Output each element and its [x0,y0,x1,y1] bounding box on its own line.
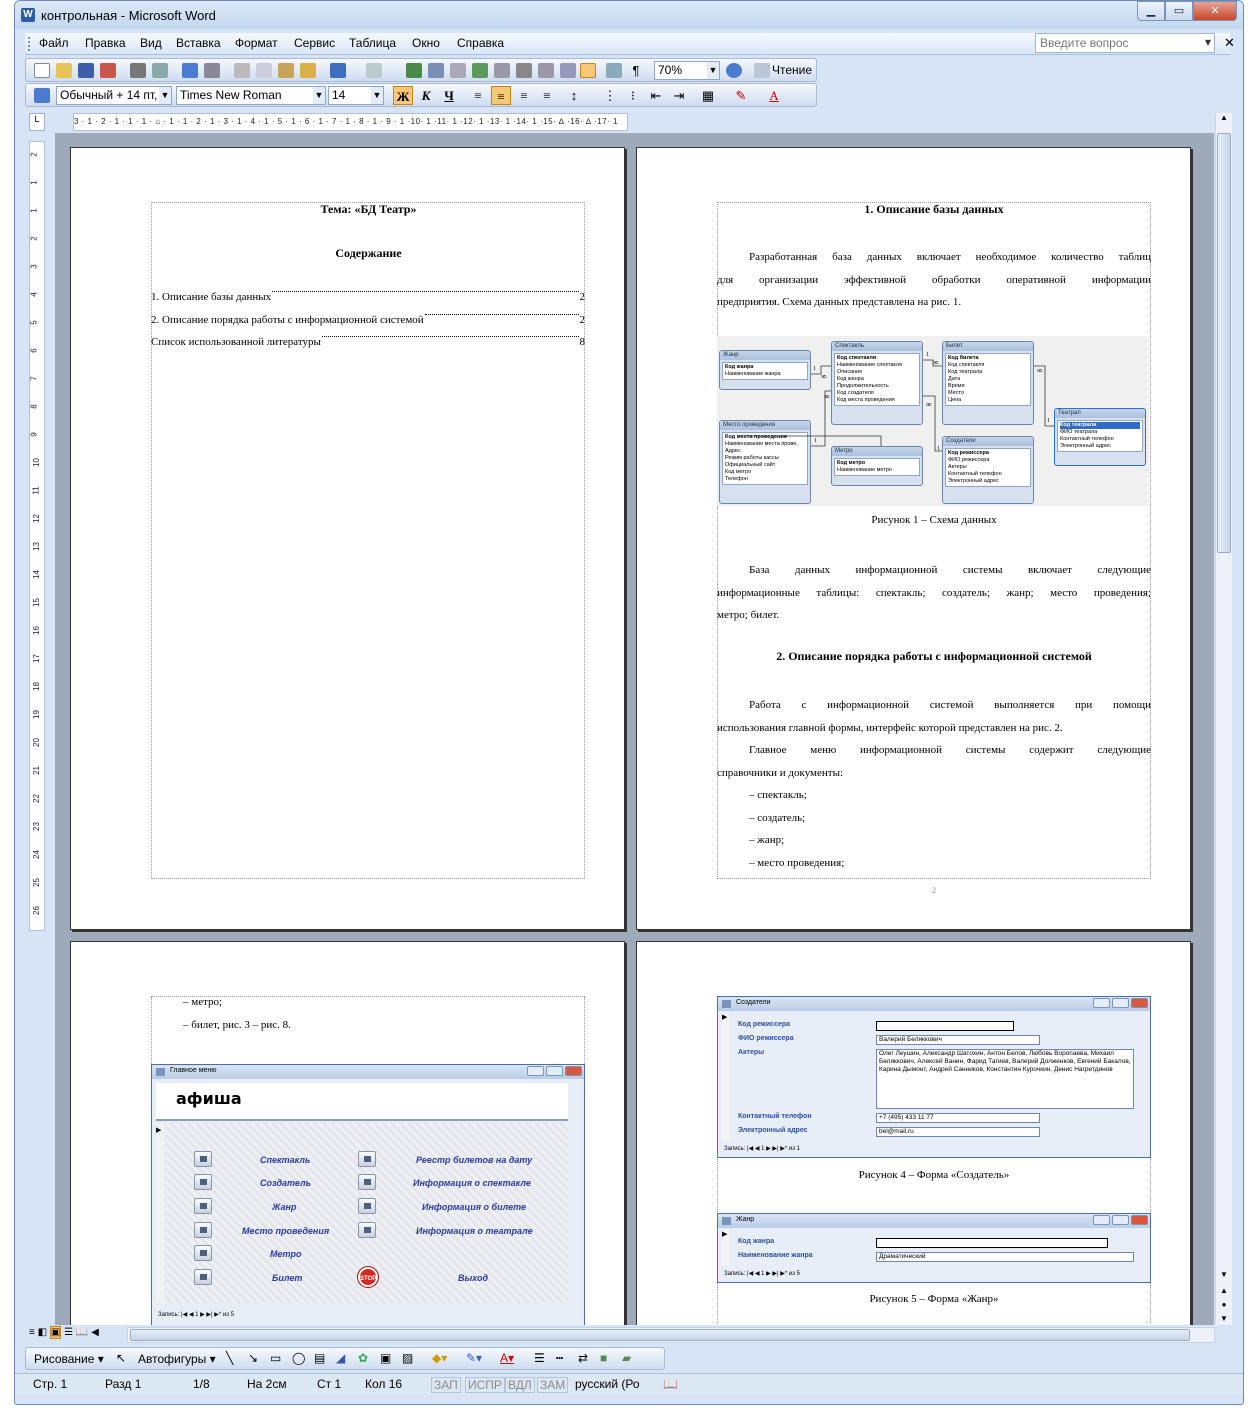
select-objects-icon[interactable]: ↖ [116,1351,127,1365]
menu-insert[interactable]: Вставка [176,36,221,50]
record-navigator[interactable]: Запись: |◀ ◀ 1 ▶ ▶| ▶* из 5 [724,1271,800,1277]
outline-view-icon[interactable]: ☰ [64,1327,74,1338]
help-icon[interactable] [726,63,742,78]
arrow-icon[interactable]: ↘ [248,1351,259,1365]
columns-icon[interactable] [516,63,532,78]
copy-icon[interactable] [256,63,272,78]
open-icon[interactable] [56,63,72,78]
italic-button[interactable]: К [421,88,431,103]
table-metro[interactable]: Метро Код метро Наименование метро [831,446,923,486]
status-language[interactable]: русский (Ро [575,1377,640,1391]
shadow-icon[interactable]: ■ [600,1351,608,1365]
ruler-tick: 11 [31,486,41,495]
ruler-tick: 9 [29,432,39,437]
director-name-label: ФИО режиссера [738,1035,794,1042]
scroll-down-icon[interactable]: ▼ [1220,1270,1228,1279]
email-label: Электронный адрес [738,1127,808,1134]
standard-toolbar [25,58,817,82]
record-selector[interactable]: ▶ [722,1230,730,1266]
window-title: контрольная - Microsoft Word [41,8,216,23]
ruler-tick: 3 [29,264,39,269]
insert-table-icon[interactable] [450,63,466,78]
ruler-tick: 23 [31,822,41,831]
cut-icon[interactable] [234,63,250,78]
page-3 [70,941,625,1325]
read-button[interactable]: Чтение [772,63,813,77]
status-extend[interactable]: ВДЛ [505,1377,535,1393]
ruler-tick: 7 [29,376,39,381]
ruler-tick: 12 [31,514,41,523]
bullets-icon[interactable]: ⁝ [630,88,636,103]
show-info-button-icon[interactable] [358,1174,376,1190]
toc-page: 2 [579,313,585,326]
menu-exit[interactable]: Выход [458,1273,489,1283]
section-heading-2: 2. Описание порядка работы с информационной системой [776,649,1092,663]
page-1 [70,147,625,930]
toc-text: 2. Описание порядка работы с информационной системой [151,313,424,326]
web-view-icon[interactable]: ◧ [37,1327,48,1338]
menu-view[interactable]: Вид [140,36,162,50]
next-page-icon[interactable]: ▼ [1220,1314,1228,1323]
ruler-tick: 18 [31,682,41,691]
show-formatting-icon[interactable]: ¶ [632,63,640,78]
record-navigator[interactable]: Запись: |◀ ◀ 1 ▶ ▶| ▶* из 1 [724,1146,800,1152]
table-place[interactable]: Место проведения Код места проведения Наименование места прове, Адрес Режим работы кассы Официальный сайт Код метро Телефон [719,420,811,504]
save-icon[interactable] [78,63,94,78]
undo-icon[interactable] [330,63,346,78]
formula2-icon[interactable] [538,63,554,78]
main-menu-form [151,1064,585,1325]
page-number-footer: 2 [932,886,936,895]
genre-name-label: Наименование жанра [738,1252,813,1259]
rel-many: ∞ [824,392,830,401]
rel-one: 1 [814,438,817,444]
textbox-icon[interactable]: ▤ [314,1351,326,1365]
numbering-icon[interactable]: ⋮ [603,88,617,103]
toc-page: 2 [579,291,585,303]
map-icon[interactable] [606,63,622,78]
genre-code-field[interactable] [876,1238,1108,1248]
new-icon[interactable] [34,63,50,78]
creators-form [717,996,1151,1158]
table-ticket[interactable]: Билет Код билета Код спектакля Код театрала Дата Время Место Цена [942,341,1034,425]
ruler-tick: 17 [31,654,41,663]
drawing-toolbar [25,1347,665,1370]
figure-4-caption: Рисунок 4 – Форма «Создатель» [858,1169,1010,1181]
font-color-draw-icon[interactable]: A▾ [500,1351,515,1365]
close-button[interactable]: ✕ [1193,1,1237,21]
spelling-icon[interactable] [182,63,198,78]
ruler-tick: 24 [31,850,41,859]
status-bar [15,1373,1244,1395]
record-selector[interactable]: ▶ [156,1123,164,1303]
print-icon[interactable] [130,63,146,78]
read-icon[interactable] [754,63,770,78]
line-style-icon[interactable]: ☰ [534,1351,545,1365]
hyperlink-icon[interactable] [406,63,422,78]
show-button-icon[interactable] [194,1151,212,1167]
format-painter-icon[interactable] [300,63,316,78]
status-column: Кол 16 [365,1377,403,1391]
afisha-logo: афиша [176,1089,242,1108]
align-right-icon[interactable]: ≡ [520,88,528,103]
genre-name-field[interactable]: Драматический [876,1252,1134,1262]
page-4 [636,941,1191,1325]
style-select[interactable]: Обычный + 14 пт, ▼ [56,86,172,105]
minimize-button[interactable]: ▁ [1137,1,1165,21]
menu-genre[interactable]: Жанр [272,1202,297,1212]
3d-icon[interactable]: ▰ [622,1351,632,1365]
zoom-select[interactable]: 70% ▼ [654,61,720,80]
section-heading-1: 1. Описание базы данных [864,202,1004,216]
ruler-tick: 13 [31,542,41,551]
diagram-icon[interactable]: ✿ [358,1351,369,1365]
justify-icon[interactable]: ≡ [543,88,551,103]
rel-one: 1 [937,446,940,452]
ruler-tick: 15 [31,598,41,607]
stop-icon[interactable]: STOP [358,1267,378,1287]
maximize-button[interactable]: ▭ [1165,1,1193,21]
font-select[interactable]: Times New Roman ▼ [176,86,326,105]
menu-format[interactable]: Формат [235,36,278,50]
schema-diagram [717,336,1149,506]
bold-button[interactable]: Ж [393,86,413,105]
creators-form-titlebar: Создатели [718,997,1150,1011]
view-buttons [29,1327,99,1338]
line-spacing-icon[interactable]: ↕ [570,88,578,103]
oval-icon[interactable]: ◯ [292,1351,306,1365]
paragraph-2: База данных информационной системы включает следующие информационные таблицы: спектакль; создатель; жанр; место проведения; метро; билет. [717,564,1151,621]
director-code-field[interactable] [876,1021,1014,1031]
genre-form [717,1213,1151,1283]
creator-button-icon[interactable] [194,1174,212,1190]
clipart-icon[interactable]: ▣ [380,1351,392,1365]
menu-registry[interactable]: Реестр билетов на дату [416,1155,533,1165]
table-of-contents [151,291,585,359]
ruler-tick: 26 [31,906,41,915]
phone-field[interactable]: +7 (495) 433 11 77 [876,1113,1040,1123]
ticket-info-button-icon[interactable] [358,1198,376,1214]
figure-1-caption: Рисунок 1 – Схема данных [871,514,997,526]
fill-color-icon[interactable]: ◆▾ [432,1351,448,1365]
toc-entry[interactable] [151,314,585,337]
word-window [14,0,1244,1405]
ruler-tick: 10 [31,458,41,467]
rel-many: ∞ [1037,366,1043,375]
menu-ticket[interactable]: Билет [272,1273,303,1283]
tab-stop-selector[interactable]: L [29,113,45,131]
menu-ticket-info[interactable]: Информация о билете [422,1202,526,1212]
genre-button-icon[interactable] [194,1198,212,1214]
rel-one: 1 [926,352,929,358]
formula-icon[interactable] [494,63,510,78]
preview-icon[interactable] [152,63,168,78]
toc-entry[interactable] [151,291,585,314]
spelling-status-icon[interactable]: 📖 [663,1377,678,1391]
tables-borders-icon[interactable] [428,63,444,78]
ruler-tick: 20 [31,738,41,747]
menu-table[interactable]: Таблица [349,36,397,50]
horizontal-scrollbar[interactable] [127,1327,1215,1343]
formatting-toolbar [25,83,817,107]
paste-icon[interactable] [278,63,294,78]
increase-indent-icon[interactable]: ⇥ [673,88,685,103]
menu-file[interactable]: Файл [39,36,69,50]
horizontal-scroll-thumb[interactable] [130,1329,1190,1341]
table-show[interactable]: Спектакль Код спектакля Наименование спектакля Описание Код жанра Продолжительность Код создателя Код места проведения [831,341,923,425]
status-track-changes[interactable]: ИСПР [465,1377,505,1393]
ruler-tick: 4 [29,292,39,297]
menu-window[interactable]: Окно [412,36,440,50]
table-genre[interactable]: Жанр Код жанра Наименование жанра [719,350,811,390]
status-record-macro[interactable]: ЗАП [431,1377,461,1393]
rel-many: ∞ [926,400,932,409]
ruler-tick: 6 [29,348,39,353]
list-item: – метро; [183,996,223,1008]
ruler-tick: 1 [29,180,39,185]
redo-icon[interactable] [366,63,382,78]
insert-excel-icon[interactable] [472,63,488,78]
scroll-up-icon[interactable]: ▲ [1220,113,1228,122]
horizontal-ruler[interactable]: 3 · 1 · 2 · 1 · 1 · 1 · ⌂ · 1 · 1 · 2 · 1 · 3 · 1 · 4 · 1 · 5 · 1 · 6 · 1 · 7 · 1 · 8 · 1 · 9 · 1 ·10· 1 ·11· 1 ·12· 1 ·13· 1 ·14· 1 ·15· ∆ ·16· ∆ ·17· 1 [73,113,628,131]
prev-page-icon[interactable]: ▲ [1220,1286,1228,1295]
rel-one: 1 [813,366,816,372]
align-left-icon[interactable]: ≡ [474,88,482,103]
director-code-label: Код режиссера [738,1021,791,1028]
page1-contents-title: Содержание [335,246,402,260]
menu-place[interactable]: Место проведения [242,1226,330,1236]
vertical-scrollbar[interactable] [1215,113,1232,1325]
paragraph-3: Работа с информационной системой выполняется при помощи использования главной формы, интерфейс которой представлен на рис. 2. Главное меню информационной системы содержит следующие справочники и документы: – спектакль; – создатель; – жанр; – место проведения; [717,699,1151,869]
status-pages: 1/8 [193,1377,210,1391]
menu-creator[interactable]: Создатель [260,1178,311,1188]
table-creators[interactable]: Создатели Код режиссера ФИО режиссера Актеры Контактный телефон Электронный адрес [942,436,1034,504]
reading-view-icon[interactable]: 📖 [75,1327,89,1338]
list-item: – билет, рис. 3 – рис. 8. [183,1019,291,1031]
vertical-ruler[interactable] [29,141,45,931]
ruler-tick: 25 [31,878,41,887]
place-button-icon[interactable] [194,1222,212,1238]
browse-object-icon[interactable]: ● [1221,1300,1227,1309]
status-page[interactable]: Стр. 1 [33,1377,68,1391]
ruler-tick: 2 [29,236,39,241]
research-icon[interactable] [204,63,220,78]
genre-code-label: Код жанра [738,1238,775,1245]
close-doc-icon[interactable]: ✕ [1224,35,1235,50]
scroll-left-icon[interactable]: ◀ [91,1327,99,1338]
decrease-indent-icon[interactable]: ⇤ [650,88,662,103]
theatergoer-info-button-icon[interactable] [358,1222,376,1238]
drawing-icon[interactable] [560,63,576,78]
menu-help[interactable]: Справка [457,36,505,50]
ruler-tick: 5 [29,320,39,325]
menu-tools[interactable]: Сервис [294,36,336,50]
ticket-button-icon[interactable] [194,1269,212,1285]
page1-theme: Тема: «БД Театр» [320,202,417,216]
document-map-icon[interactable] [580,63,596,78]
rel-one: 1 [1047,418,1050,424]
status-overtype[interactable]: ЗАМ [537,1377,568,1393]
highlight-icon[interactable]: ✎ [735,88,747,103]
ruler-tick: 1 [29,208,39,213]
arrow-style-icon[interactable]: ⇄ [578,1351,589,1365]
ruler-tick: 19 [31,710,41,719]
main-menu-titlebar: Главное меню [152,1065,584,1079]
dash-style-icon[interactable]: ┅ [556,1351,564,1365]
metro-button-icon[interactable] [194,1245,212,1261]
normal-view-icon[interactable]: ≡ [29,1327,35,1338]
menu-show[interactable]: Спектакль [260,1155,311,1165]
ruler-tick: 14 [31,570,41,579]
page-2 [636,147,1191,930]
menu-grip[interactable] [28,37,32,51]
font-color-icon[interactable]: A [769,88,779,103]
ruler-tick: 16 [31,626,41,635]
ruler-tick: 8 [29,404,39,409]
actors-field[interactable]: Олег Леушин, Александр Шатохин, Антон Белов, Любовь Воропаева, Михаил Беляккович, Алексей Ванин, Фарид Тагиев, Валерий Долженков, Евгений Бакалов, Карина Дымонт, Андрей Санников, Константин Курочкин, Денис Нагретдинов [876,1049,1134,1109]
phone-label: Контактный телефон [738,1113,812,1120]
toc-text: 1. Описание базы данных [151,291,272,303]
vertical-scroll-thumb[interactable] [1217,133,1231,553]
toc-page: 8 [579,336,585,348]
genre-form-titlebar: Жанр [718,1214,1150,1228]
figure-5-caption: Рисунок 5 – Форма «Жанр» [869,1293,999,1305]
line-icon[interactable]: ╲ [226,1351,234,1365]
underline-button[interactable]: Ч [444,88,454,103]
director-name-field[interactable]: Валерий Беляккович [876,1035,1040,1045]
borders-icon[interactable]: ▦ [701,88,715,103]
toc-entry[interactable] [151,336,585,359]
ruler-tick: 2 [29,152,39,157]
ruler-tick: 22 [31,794,41,803]
autoshapes-menu[interactable]: Автофигуры ▾ [138,1352,216,1366]
rel-many: ∞ [821,372,827,381]
permission-icon[interactable] [100,63,116,78]
align-center-icon[interactable]: ≡ [491,86,511,105]
document-area [55,133,1214,1325]
main-menu-header [156,1083,568,1121]
picture-icon[interactable]: ▨ [402,1351,414,1365]
status-section: Разд 1 [105,1377,142,1391]
word-app-icon[interactable]: W [21,8,35,22]
paragraph-1: Разработанная база данных включает необходимое количество таблиц для организации эффективной обработки оперативной информации предприятия. Схема данных представлена на рис. 1. [717,251,1151,308]
record-navigator[interactable]: Запись: |◀ ◀ 1 ▶ ▶| ▶* из 5 [158,1312,234,1318]
ask-question-input[interactable]: Введите вопрос ▾ [1035,33,1215,53]
table-theatergoer[interactable]: Театрал Код театрала ФИО театрала Контактный телефон Электронный адрес [1054,408,1146,466]
ruler-tick: 21 [31,766,41,775]
menu-edit[interactable]: Правка [85,36,126,50]
status-position: На 2см [247,1377,287,1391]
menu-metro[interactable]: Метро [270,1249,302,1259]
draw-menu[interactable]: Рисование ▾ [34,1352,104,1366]
styles-icon[interactable] [34,88,50,103]
menu-show-info[interactable]: Информация о спектакле [413,1178,531,1188]
rectangle-icon[interactable]: ▭ [270,1351,282,1365]
font-size-select[interactable]: 14 ▼ [328,86,384,105]
menu-theatergoer-info[interactable]: Информация о театрале [416,1226,533,1236]
record-selector[interactable]: ▶ [722,1013,730,1141]
wordart-icon[interactable]: ◢ [336,1351,346,1365]
title-bar [15,1,1243,29]
status-line: Ст 1 [317,1377,342,1391]
toc-text: Список использованной литературы [151,336,321,348]
print-view-icon[interactable]: ▣ [50,1327,61,1338]
registry-button-icon[interactable] [358,1151,376,1167]
line-color-icon[interactable]: ✎▾ [466,1351,483,1365]
email-field[interactable]: bel@mail.ru [876,1127,1040,1137]
actors-label: Актеры [738,1049,765,1056]
rel-many: ∞ [933,358,939,367]
